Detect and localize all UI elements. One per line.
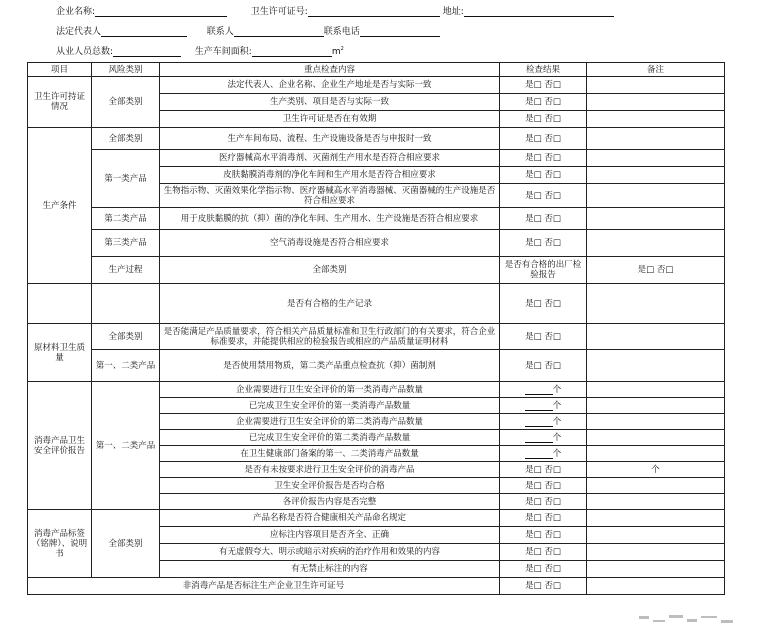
risk-category: 第一、二类产品 <box>92 350 160 382</box>
note-cell[interactable] <box>587 561 725 578</box>
note-cell[interactable] <box>587 398 725 414</box>
check-item: 应标注内容项目是否齐全、正确 <box>160 527 500 544</box>
count-field[interactable]: 个 <box>500 414 587 430</box>
table-row <box>28 150 725 167</box>
check-item: 在卫生健康部门备案的第一、二类消毒产品数量 <box>160 446 500 462</box>
check-item: 企业需要进行卫生安全评价的第二类消毒产品数量 <box>160 414 500 430</box>
area-unit: m <box>331 47 341 57</box>
table-row <box>28 128 725 150</box>
note-cell[interactable] <box>587 184 725 208</box>
table-header-row <box>28 63 725 77</box>
note-cell[interactable] <box>587 494 725 510</box>
col-header-item: 项目 <box>28 63 92 77</box>
note-cell[interactable] <box>587 128 725 150</box>
yes-no-checkbox[interactable]: 是□ 否□ <box>500 230 587 257</box>
yes-no-checkbox[interactable]: 是□ 否□ <box>500 167 587 184</box>
company-name-field[interactable] <box>95 7 227 17</box>
check-item: 是否使用禁用物质，第二类产品重点检查抗（抑）菌制剂 <box>160 350 500 382</box>
yes-no-checkbox[interactable]: 是□ 否□ <box>500 462 587 478</box>
section-conditions: 生产条件 <box>28 128 92 284</box>
note-cell[interactable] <box>587 578 725 595</box>
risk-category: 全部类别 <box>92 510 160 578</box>
table-row <box>28 350 725 382</box>
check-item: 企业需要进行卫生安全评价的第一类消毒产品数量 <box>160 382 500 398</box>
table-row <box>28 208 725 230</box>
section-evaluation: 消毒产品卫生安全评价报告 <box>28 382 92 510</box>
note-cell[interactable] <box>587 478 725 494</box>
staff-total-field[interactable] <box>113 47 181 57</box>
table-row <box>28 230 725 257</box>
section-material: 原材料卫生质量 <box>28 324 92 382</box>
address-field[interactable] <box>464 7 614 17</box>
yes-no-checkbox[interactable]: 是□ 否□ <box>500 494 587 510</box>
yes-no-checkbox[interactable]: 是□ 否□ <box>500 527 587 544</box>
check-item: 已完成卫生安全评价的第二类消毒产品数量 <box>160 430 500 446</box>
risk-category: 全部类别 <box>92 324 160 350</box>
check-item: 生产车间布局、流程、生产设施设备是否与申报时一致 <box>160 128 500 150</box>
table-row <box>28 324 725 350</box>
section-license: 卫生许可持证情况 <box>28 77 92 128</box>
yes-no-checkbox[interactable]: 是□ 否□ <box>500 324 587 350</box>
risk-category: 全部类别 <box>92 77 160 128</box>
risk-category: 全部类别 <box>160 257 500 284</box>
note-count[interactable]: 个 <box>587 462 725 478</box>
check-item: 医疗器械高水平消毒剂、灭菌剂生产用水是否符合相应要求 <box>160 150 500 167</box>
note-cell[interactable] <box>587 414 725 430</box>
check-item: 用于皮肤黏膜的抗（抑）菌的净化车间、生产用水、生产设施是否符合相应要求 <box>160 208 500 230</box>
check-item: 法定代表人、企业名称、企业生产地址是否与实际一致 <box>160 77 500 94</box>
check-item: 生物指示物、灭菌效果化学指示物、医疗器械高水平消毒器械、灭菌器械的生产设施是否符合相应要求 <box>160 184 500 208</box>
note-cell[interactable] <box>587 350 725 382</box>
check-item: 是否有合格的出厂检验报告 <box>500 257 587 284</box>
yes-no-checkbox[interactable]: 是□ 否□ <box>587 257 725 284</box>
phone-field[interactable] <box>360 27 440 37</box>
note-cell[interactable] <box>587 111 725 128</box>
table-row <box>28 257 725 284</box>
check-item: 各评价报告内容是否完整 <box>160 494 500 510</box>
inspection-table <box>27 62 725 595</box>
check-item: 已完成卫生安全评价的第一类消毒产品数量 <box>160 398 500 414</box>
yes-no-checkbox[interactable]: 是□ 否□ <box>500 150 587 167</box>
risk-category: 第一类产品 <box>92 150 160 208</box>
check-item: 产品名称是否符合健康相关产品命名规定 <box>160 510 500 527</box>
note-cell[interactable] <box>587 446 725 462</box>
note-cell[interactable] <box>587 284 725 324</box>
company-name-label: 企业名称: <box>56 7 96 17</box>
count-field[interactable]: 个 <box>500 430 587 446</box>
note-cell[interactable] <box>587 208 725 230</box>
section-label: 消毒产品标签（铭牌）、说明书 <box>28 510 92 578</box>
license-number-label: 卫生许可证号: <box>250 7 308 17</box>
note-cell[interactable] <box>587 382 725 398</box>
note-cell[interactable] <box>587 230 725 257</box>
legal-rep-field[interactable] <box>101 27 187 37</box>
yes-no-checkbox[interactable]: 是□ 否□ <box>500 208 587 230</box>
yes-no-checkbox[interactable]: 是□ 否□ <box>500 510 587 527</box>
check-item: 卫生安全评价报告是否均合格 <box>160 478 500 494</box>
contact-field[interactable] <box>234 27 324 37</box>
yes-no-checkbox[interactable]: 是□ 否□ <box>500 184 587 208</box>
col-header-note: 备注 <box>587 63 725 77</box>
check-item: 有无禁止标注的内容 <box>160 561 500 578</box>
note-cell[interactable] <box>587 510 725 527</box>
table-row <box>28 77 725 94</box>
area-unit-sup: 2 <box>340 46 344 52</box>
check-item: 空气消毒设施是否符合相应要求 <box>160 230 500 257</box>
yes-no-checkbox[interactable]: 是□ 否□ <box>500 77 587 94</box>
note-cell[interactable] <box>587 150 725 167</box>
table-row <box>28 284 725 324</box>
workshop-area-field[interactable] <box>252 47 332 57</box>
note-cell[interactable] <box>587 430 725 446</box>
header-row-3 <box>56 44 344 57</box>
yes-no-checkbox[interactable]: 是□ 否□ <box>500 350 587 382</box>
note-cell[interactable] <box>587 167 725 184</box>
header-row-1 <box>56 4 614 17</box>
yes-no-checkbox[interactable]: 是□ 否□ <box>500 544 587 561</box>
yes-no-checkbox[interactable]: 是□ 否□ <box>500 128 587 150</box>
table-row <box>28 578 725 595</box>
section-process: 生产过程 <box>92 257 160 284</box>
empty-cell <box>28 284 92 324</box>
staff-total-label: 从业人员总数: <box>56 47 114 57</box>
check-item: 是否能满足产品质量要求，符合相关产品质量标准和卫生行政部门的有关要求，符合企业标准要求，并能提供相应的检验报告或相应的产品质量证明材料 <box>160 324 500 350</box>
check-item: 皮肤黏膜消毒剂的净化车间和生产用水是否符合相应要求 <box>160 167 500 184</box>
contact-label: 联系人 <box>206 27 234 37</box>
watermark-graphic <box>633 610 753 630</box>
yes-no-checkbox[interactable]: 是□ 否□ <box>500 561 587 578</box>
note-cell[interactable] <box>587 94 725 111</box>
risk-category: 全部类别 <box>92 128 160 150</box>
yes-no-checkbox[interactable]: 是□ 否□ <box>500 578 587 595</box>
yes-no-checkbox[interactable]: 是□ 否□ <box>500 111 587 128</box>
note-cell[interactable] <box>587 77 725 94</box>
risk-category: 第三类产品 <box>92 230 160 257</box>
note-cell[interactable] <box>587 324 725 350</box>
header-row-2 <box>56 24 440 37</box>
count-field[interactable]: 个 <box>500 398 587 414</box>
yes-no-checkbox[interactable]: 是□ 否□ <box>500 94 587 111</box>
check-item: 非消毒产品是否标注生产企业卫生许可证号 <box>28 578 500 595</box>
legal-rep-label: 法定代表人 <box>56 27 102 37</box>
risk-category: 第一、二类产品 <box>92 382 160 510</box>
note-cell[interactable] <box>587 527 725 544</box>
col-header-result: 检查结果 <box>500 63 587 77</box>
check-item: 卫生许可证是否在有效期 <box>160 111 500 128</box>
phone-label: 联系电话 <box>323 27 360 37</box>
yes-no-checkbox[interactable]: 是□ 否□ <box>500 284 587 324</box>
license-number-field[interactable] <box>308 7 440 17</box>
count-field[interactable]: 个 <box>500 382 587 398</box>
address-label: 地址: <box>442 7 464 17</box>
workshop-area-label: 生产车间面积: <box>194 47 252 57</box>
count-field[interactable]: 个 <box>500 446 587 462</box>
check-item: 是否有未按要求进行卫生安全评价的消毒产品 <box>160 462 500 478</box>
table-row <box>28 382 725 398</box>
note-cell[interactable] <box>587 544 725 561</box>
check-item: 有无虚假夸大、明示或暗示对疾病的治疗作用和效果的内容 <box>160 544 500 561</box>
col-header-content: 重点检查内容 <box>160 63 500 77</box>
col-header-risk: 风险类别 <box>92 63 160 77</box>
risk-category: 第二类产品 <box>92 208 160 230</box>
table-row <box>28 510 725 527</box>
empty-cell <box>92 284 160 324</box>
check-item: 是否有合格的生产记录 <box>160 284 500 324</box>
check-item: 生产类别、项目是否与实际一致 <box>160 94 500 111</box>
yes-no-checkbox[interactable]: 是□ 否□ <box>500 478 587 494</box>
